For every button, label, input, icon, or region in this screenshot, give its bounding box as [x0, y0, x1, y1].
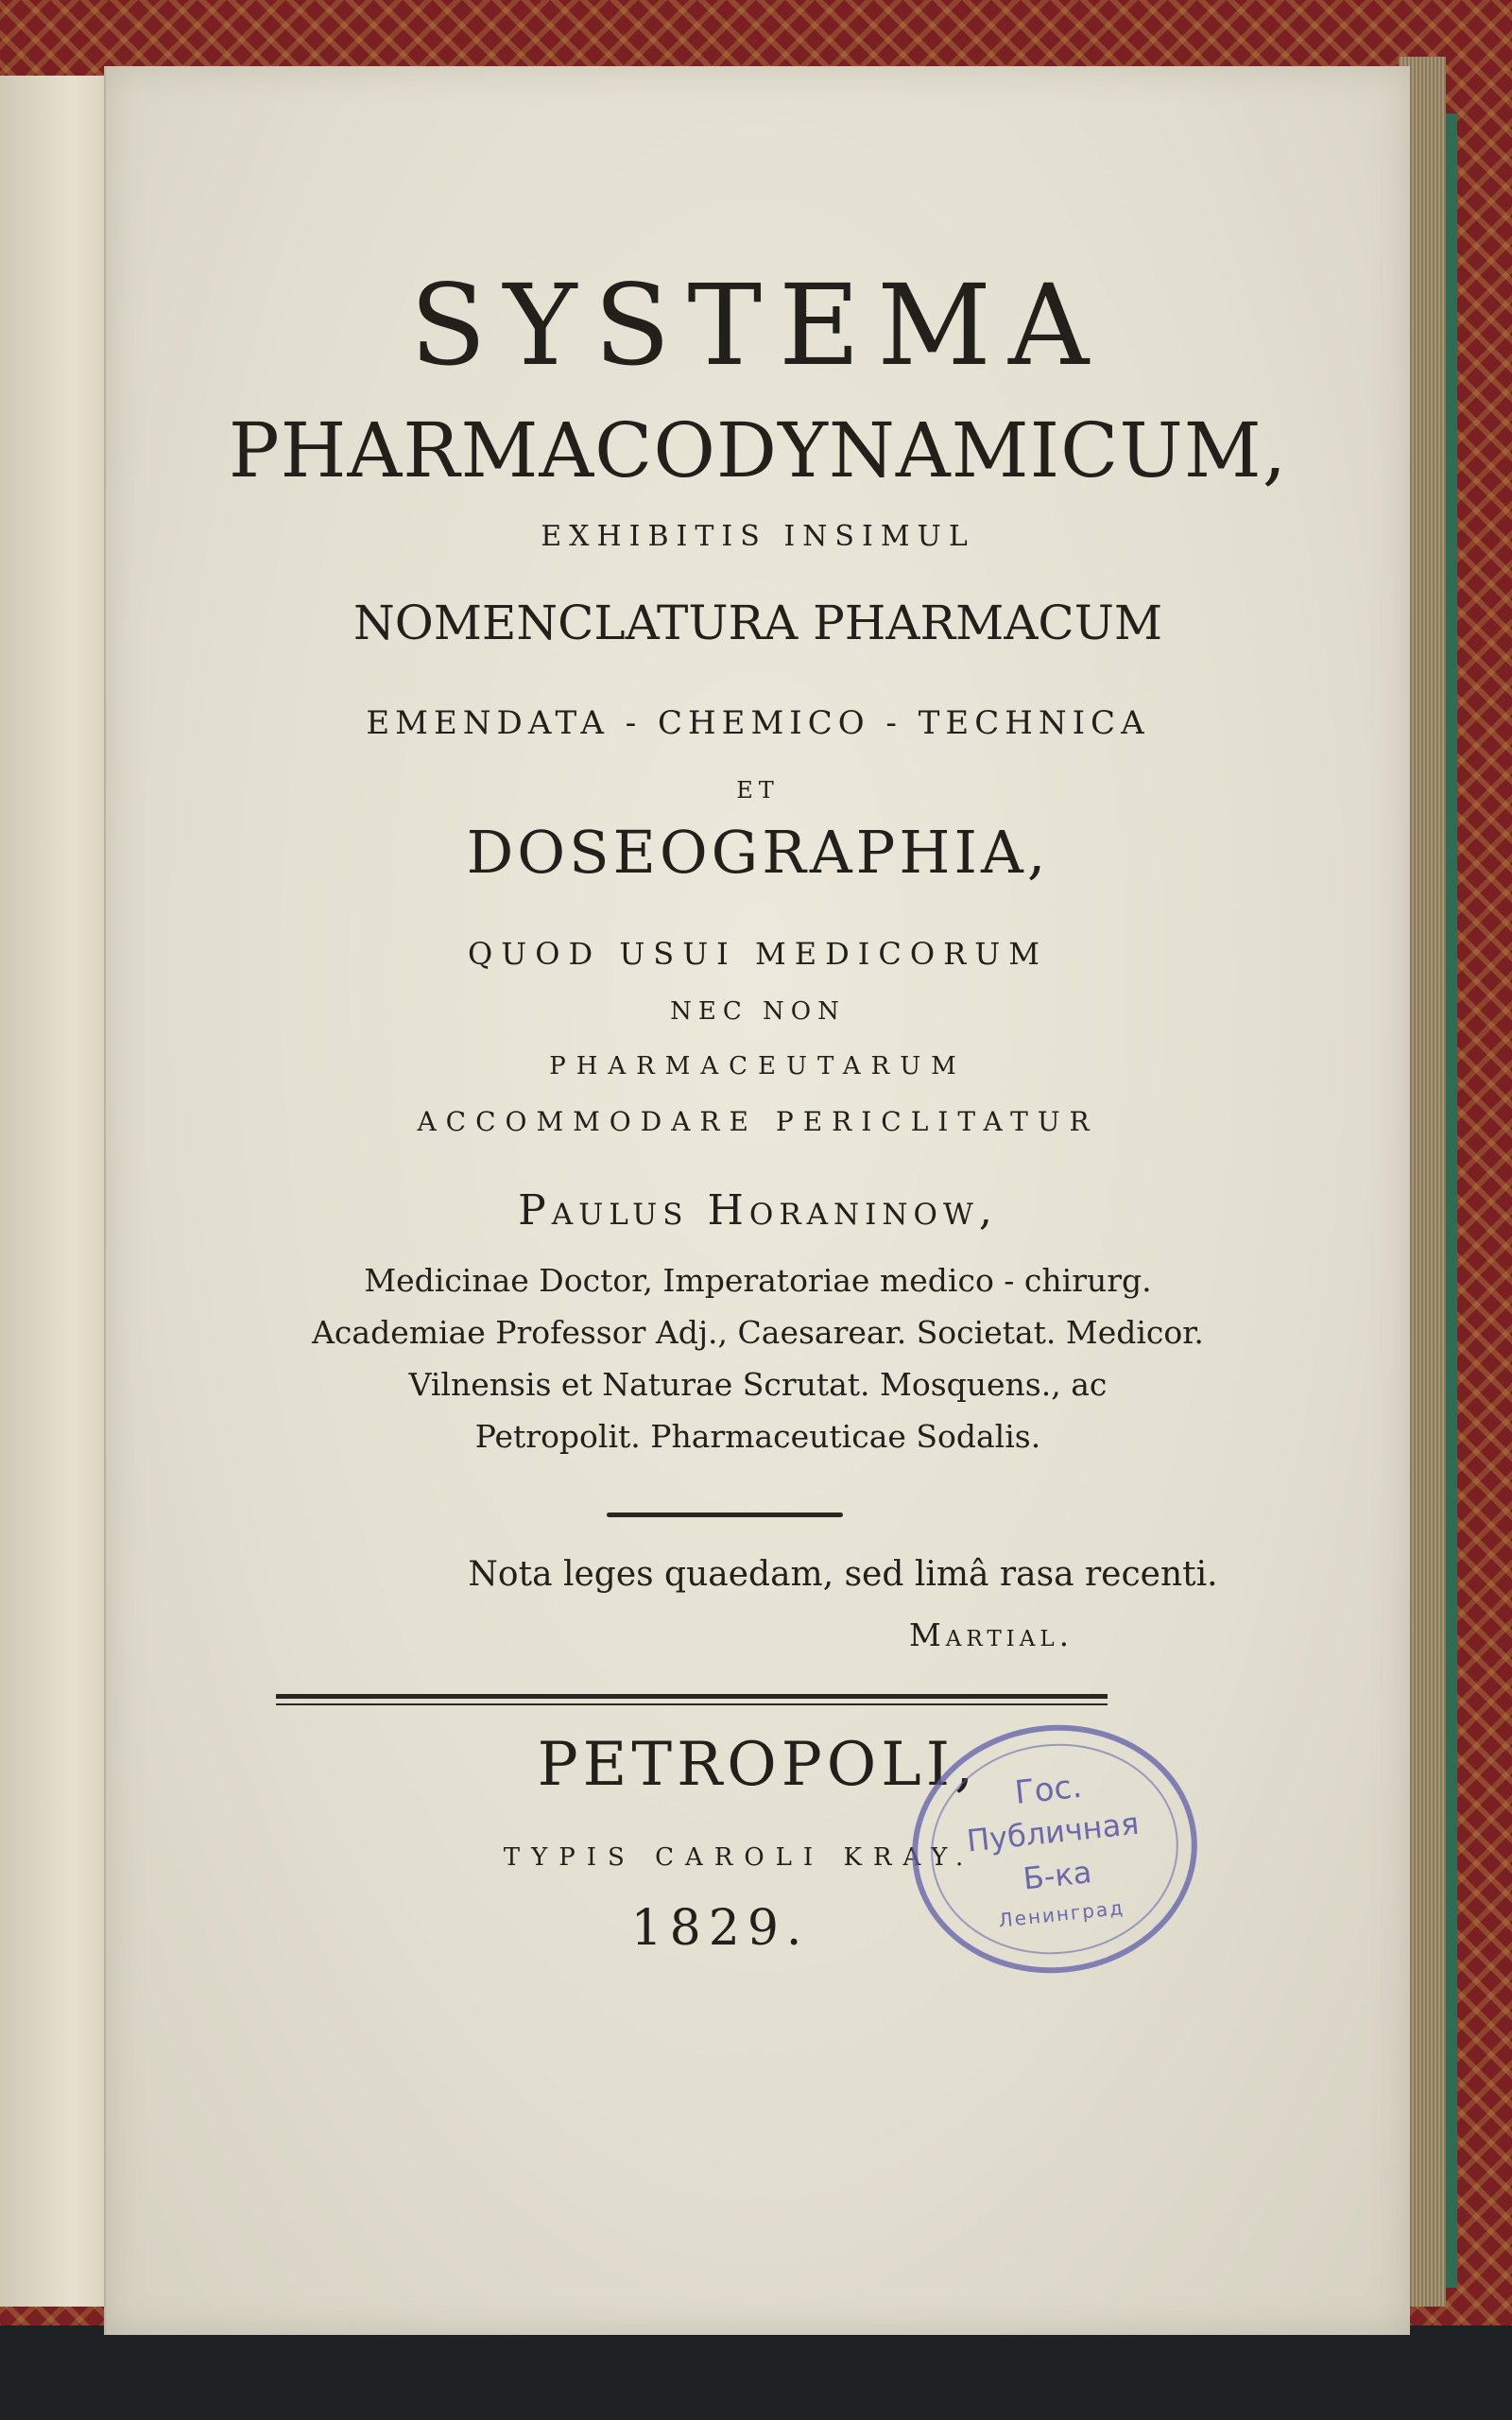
title-page	[104, 66, 1410, 2335]
subtitle-et: ET	[736, 777, 780, 804]
title-main: SYSTEMA	[409, 260, 1107, 390]
ornamental-rule	[607, 1512, 843, 1517]
imprint-place: PETROPOLI,	[537, 1730, 979, 1800]
author-credentials-line: Academiae Professor Adj., Caesarear. Societat. Medicor.	[312, 1314, 1204, 1351]
imprint-year: 1829.	[630, 1900, 810, 1957]
title-secondary: PHARMACODYNAMICUM,	[228, 406, 1288, 494]
stamp-line: Ленинград	[997, 1895, 1125, 1932]
subtitle-pharmaceutarum: PHARMACEUTARUM	[549, 1052, 967, 1080]
author-credentials-line: Vilnensis et Naturae Scrutat. Mosquens., ac	[408, 1366, 1108, 1403]
stamp-line: Публичная	[965, 1805, 1141, 1859]
author-credentials-line: Petropolit. Pharmaceuticae Sodalis.	[474, 1418, 1041, 1455]
subtitle-nomenclatura: NOMENCLATURA PHARMACUM	[352, 596, 1163, 650]
stamp-line: Б-ка	[1021, 1854, 1093, 1897]
subtitle-emendata: EMENDATA - CHEMICO - TECHNICA	[366, 704, 1150, 742]
double-rule	[276, 1703, 1108, 1705]
epigraph-source: Martial.	[909, 1616, 1074, 1653]
double-rule	[276, 1694, 1108, 1699]
author-name: Paulus Horaninow,	[518, 1186, 998, 1235]
subtitle-exhibitis: EXHIBITIS INSIMUL	[541, 520, 975, 553]
imprint-printer: TYPIS CAROLI KRAY.	[503, 1843, 975, 1872]
subtitle-quod: QUOD USUI MEDICORUM	[468, 936, 1048, 972]
background-surface	[0, 2325, 1512, 2420]
epigraph: Nota leges quaedam, sed limâ rasa recenti.	[468, 1555, 1218, 1594]
cover-edge-strip	[1446, 113, 1457, 2288]
subtitle-accommodare: ACCOMMODARE PERICLITATUR	[417, 1106, 1099, 1137]
subtitle-doseographia: DOSEOGRAPHIA,	[466, 818, 1050, 887]
subtitle-nec-non: NEC NON	[670, 997, 846, 1026]
stamp-line: Гос.	[1012, 1767, 1084, 1812]
author-credentials-line: Medicinae Doctor, Imperatoriae medico - chirurg.	[364, 1262, 1152, 1299]
